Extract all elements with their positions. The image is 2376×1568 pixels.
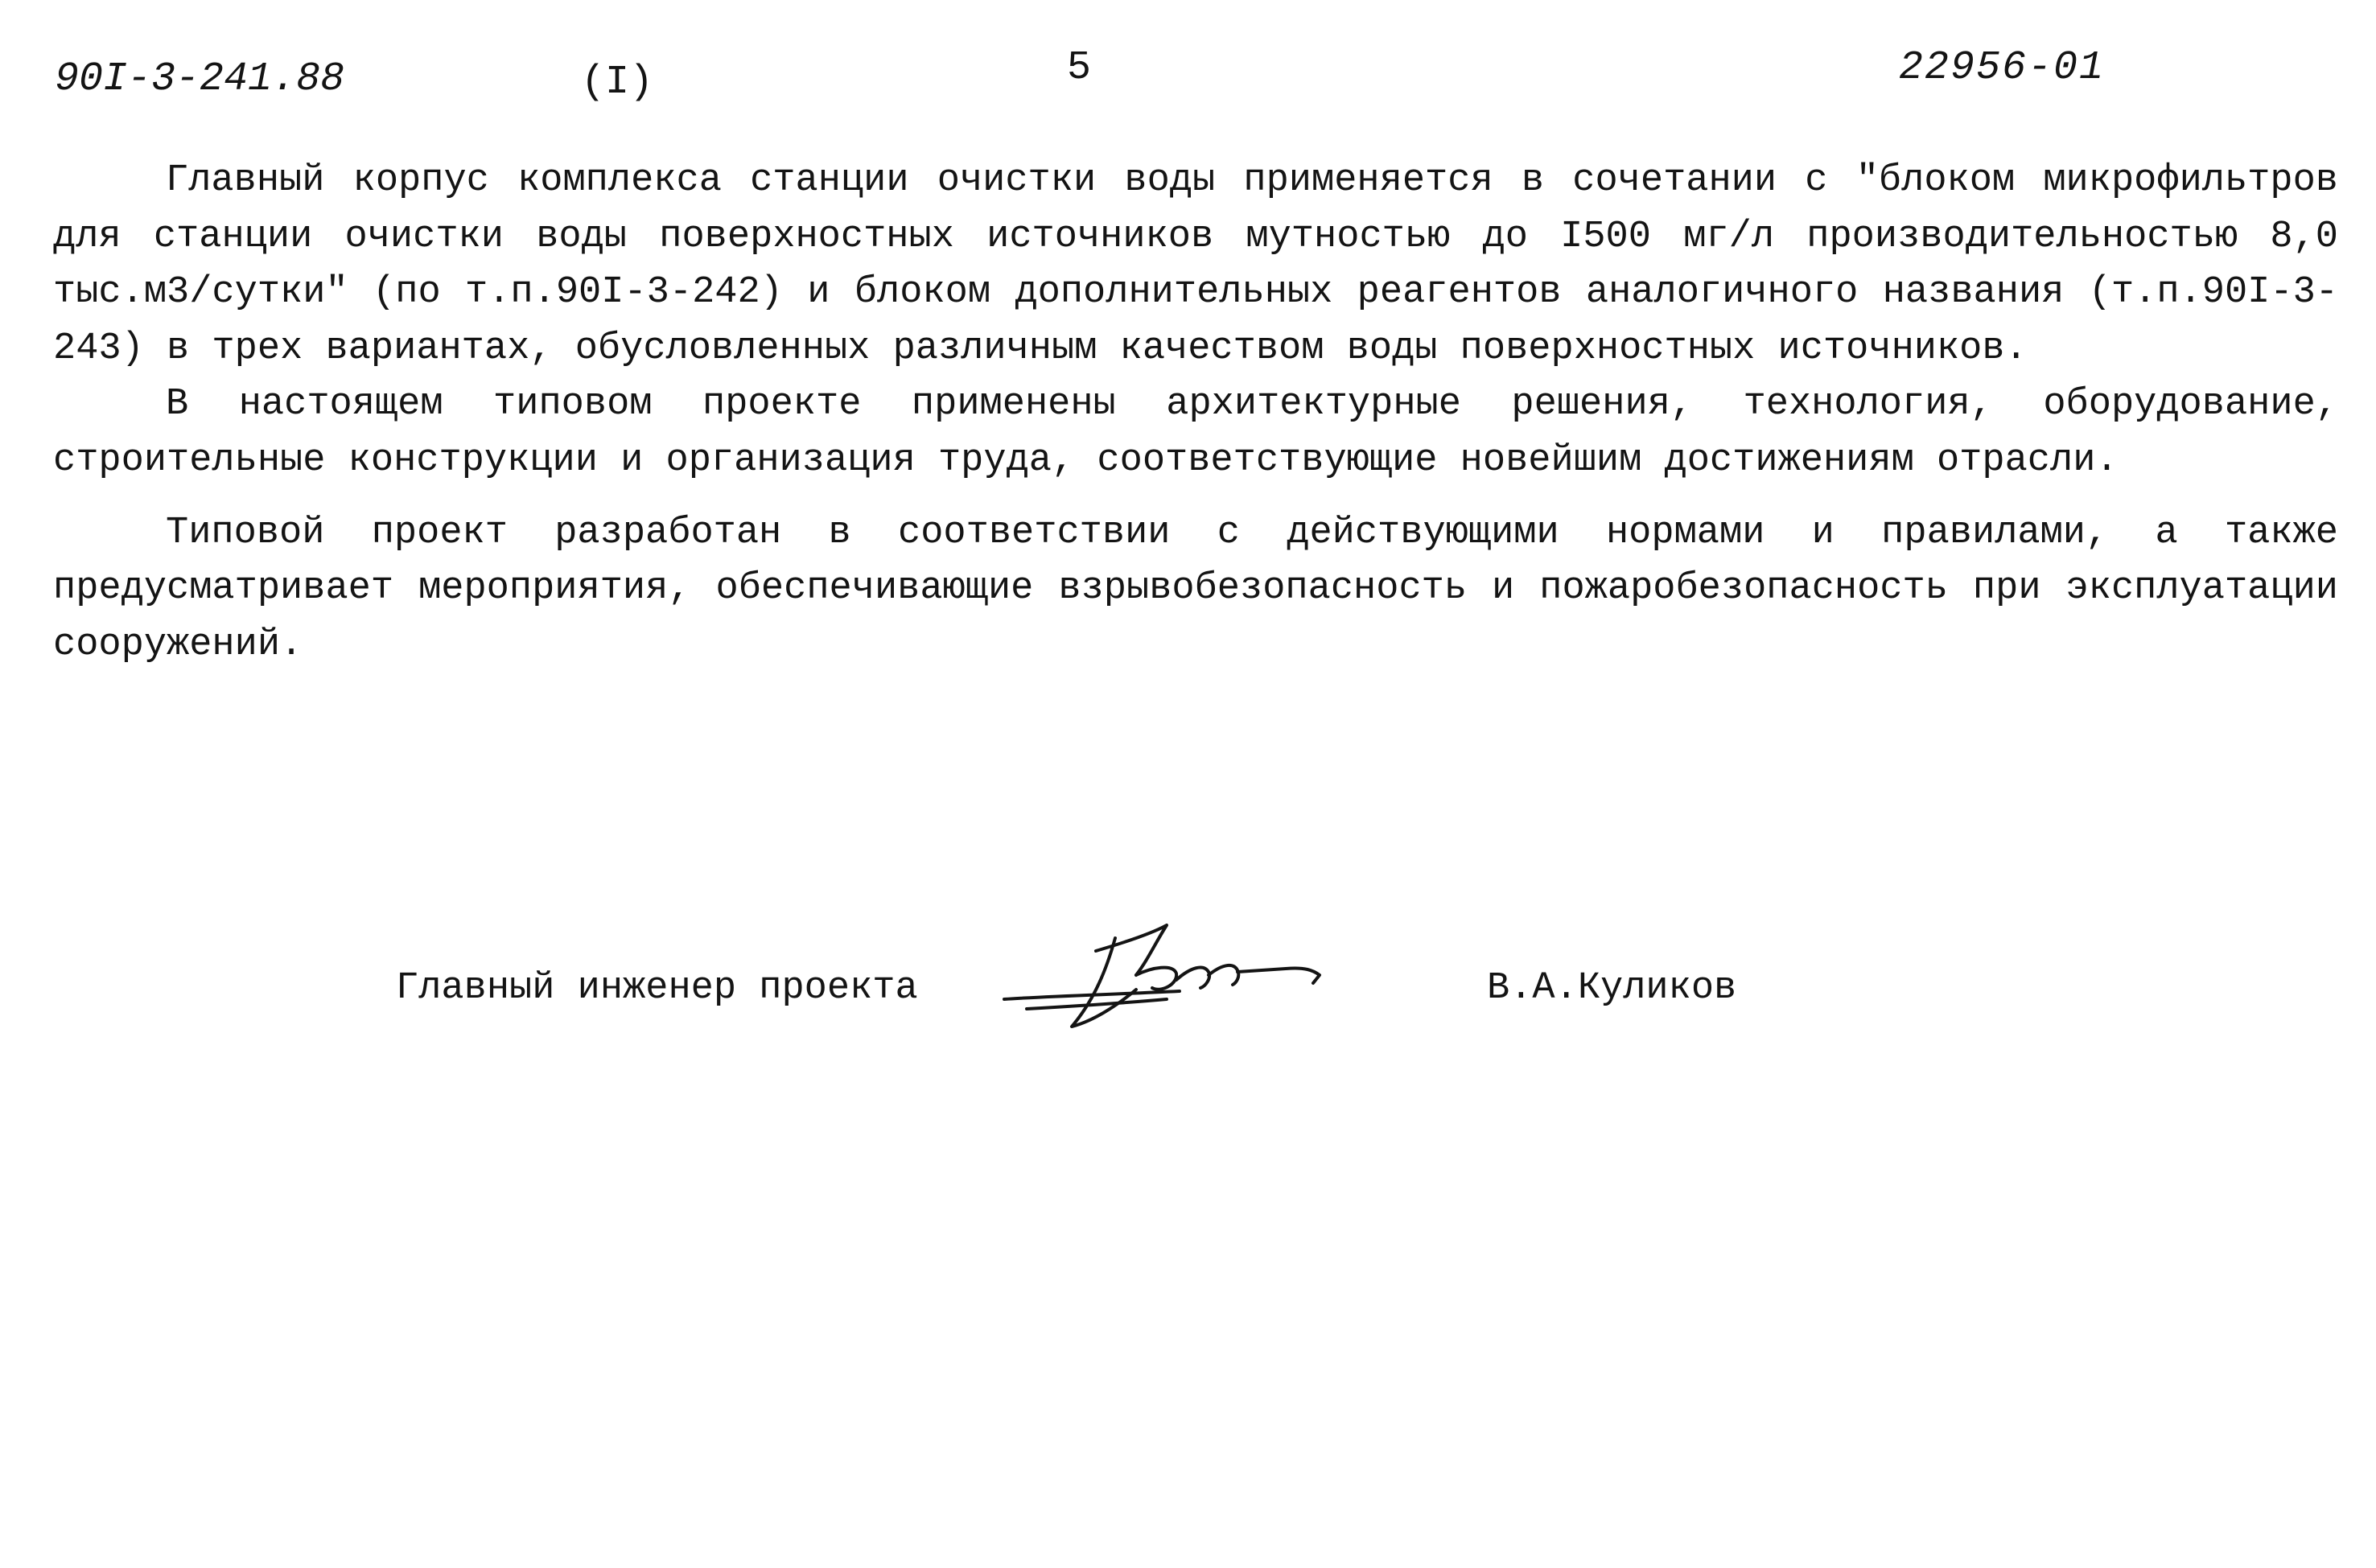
document-number: 22956-01 — [1899, 45, 2106, 91]
signatory-title: Главный инженер проекта — [396, 967, 918, 1010]
project-code: 90I-3-241.88 — [55, 56, 345, 102]
issue-number: (I) — [581, 60, 654, 105]
page-number: 5 — [1067, 45, 1092, 91]
paragraph-compliance: Типовой проект разработан в соответствии с действующими нормами и правилами, а также предусматривает мероприятия, обеспечивающие взрывобезопасность и пожаробезопасность при эксплуатации сооружений. — [53, 511, 2338, 666]
document-body — [53, 153, 2338, 673]
signatory-name: В.А.Куликов — [1487, 967, 1737, 1010]
paragraph-scope: Главный корпус комплекса станции очистки воды применяется в сочетании с "блоком микрофильтров для станции очистки воды поверхностных источников мутностью до I500 мг/л производительностью 8,0 тыс.м3/сутки" (по т.п.90I-3-242) и блоком дополнительных реагентов аналогичного названия (т.п.90I-3-243) в трех вариантах, обусловленных различным качеством воды поверхностных источников. — [53, 159, 2338, 370]
paragraph-technologies: В настоящем типовом проекте применены архитектурные решения, технология, оборудование, строительные конструкции и организация труда, соответствующие новейшим достижениям отрасли. — [53, 383, 2338, 482]
handwritten-signature — [994, 919, 1332, 1039]
